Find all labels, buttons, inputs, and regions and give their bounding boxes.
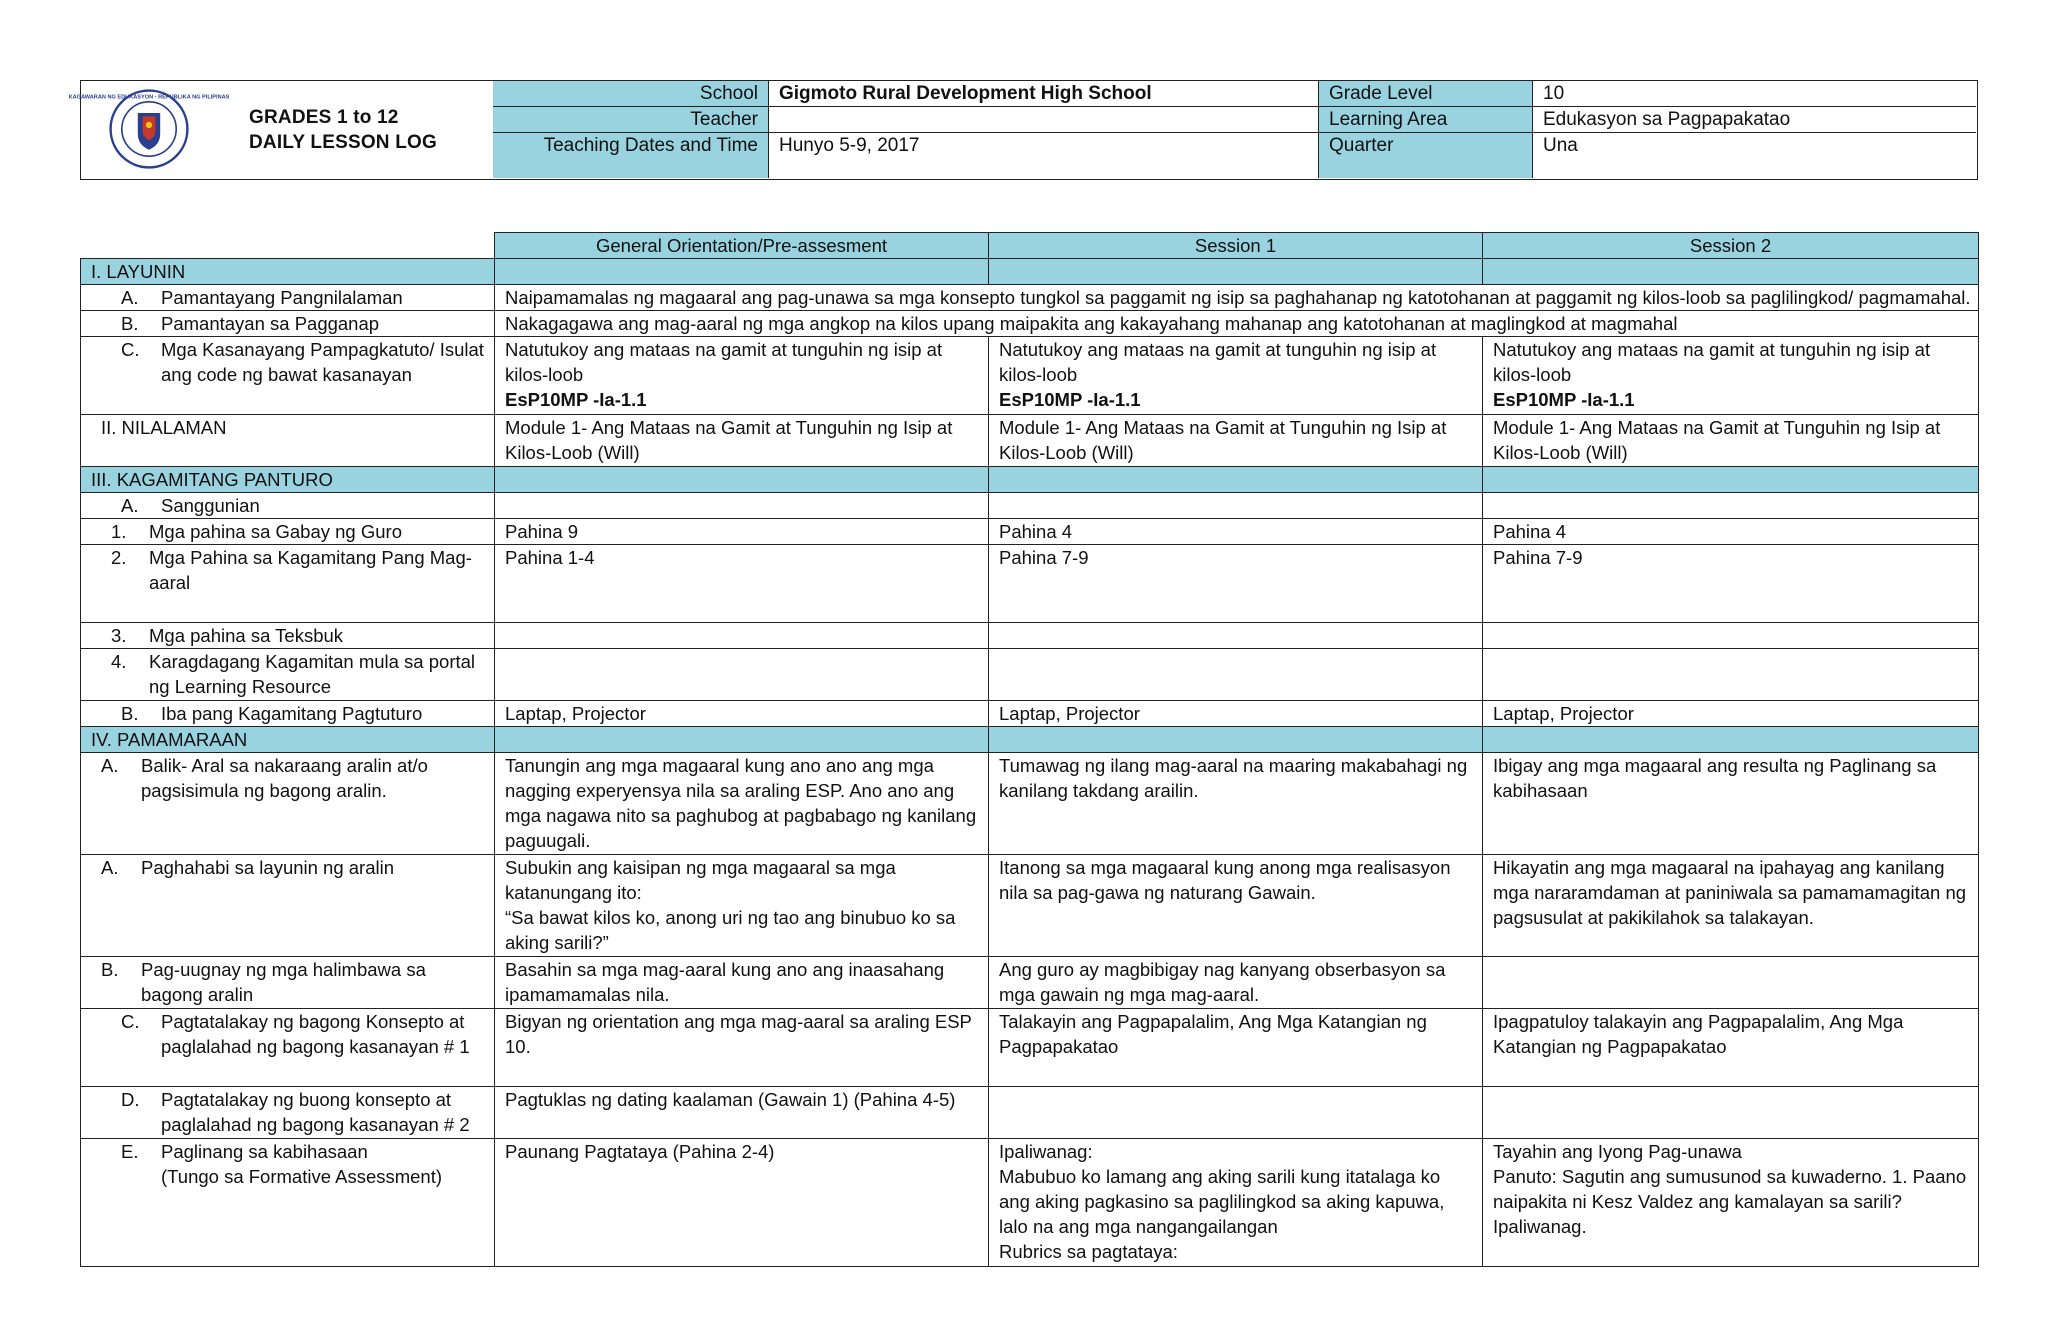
deped-seal-icon bbox=[68, 89, 230, 169]
row-label: 3. Mga pahina sa Teksbuk bbox=[81, 623, 495, 649]
competency-code: EsP10MP -Ia-1.1 bbox=[505, 389, 647, 410]
form-title-line2: DAILY LESSON LOG bbox=[249, 132, 437, 153]
cell: Tumawag ng ilang mag-aaral na maaring makabahagi ng kanilang takdang arailin. bbox=[989, 753, 1483, 855]
row-paglinang bbox=[81, 1139, 1979, 1267]
teacher-value bbox=[769, 107, 1319, 133]
cell: Basahin sa mga mag-aaral kung ano ang inaasahang ipamamamalas nila. bbox=[495, 957, 989, 1009]
cell: Module 1- Ang Mataas na Gamit at Tunguhin ng Isip at Kilos-Loob (Will) bbox=[1483, 415, 1979, 467]
grade-level-label: Grade Level bbox=[1319, 81, 1533, 107]
row-value: Naipamamalas ng magaaral ang pag-unawa sa mga konsepto tungkol sa paggamit ng isip sa paghahanap ng katotohanan at paggamit ng kilos-loob sa paglilingkod/ pagmamahal. bbox=[495, 285, 1979, 311]
cell: Bigyan ng orientation ang mga mag-aaral sa araling ESP 10. bbox=[495, 1009, 989, 1087]
row-label: B. Pag-uugnay ng mga halimbawa sa bagong aralin bbox=[81, 957, 495, 1009]
row-label: E. Paglinang sa kabihasaan (Tungo sa Formative Assessment) bbox=[81, 1139, 495, 1267]
dates-value: Hunyo 5-9, 2017 bbox=[769, 133, 1319, 178]
cell: Laptap, Projector bbox=[495, 701, 989, 727]
row-kasanayan bbox=[81, 337, 1979, 415]
cell: Paunang Pagtataya (Pahina 2-4) bbox=[495, 1139, 989, 1267]
lesson-log-table bbox=[80, 232, 1979, 1267]
row-label: B. Iba pang Kagamitang Pagtuturo bbox=[81, 701, 495, 727]
row-label: A. Sanggunian bbox=[81, 493, 495, 519]
row-label: 1. Mga pahina sa Gabay ng Guro bbox=[81, 519, 495, 545]
blank-corner bbox=[81, 233, 495, 259]
teacher-label: Teacher bbox=[493, 107, 769, 133]
row-balik-aral bbox=[81, 753, 1979, 855]
column-header-row bbox=[81, 233, 1979, 259]
cell: Ipagpatuloy talakayin ang Pagpapalalim, Ang Mga Katangian ng Pagpapakatao bbox=[1483, 1009, 1979, 1087]
col-header-session1: Session 1 bbox=[989, 233, 1483, 259]
cell: Pahina 4 bbox=[989, 519, 1483, 545]
row-label: C. Pagtatalakay ng bagong Konsepto at paglalahad ng bagong kasanayan # 1 bbox=[81, 1009, 495, 1087]
quarter-value: Una bbox=[1543, 135, 1578, 156]
cell: Pahina 1-4 bbox=[495, 545, 989, 623]
row-value: Nakagagawa ang mag-aaral ng mga angkop na kilos upang maipakita ang kakayahang mahanap ang katotohanan at maglingkod at magmahal bbox=[495, 311, 1979, 337]
cell: Tanungin ang mga magaaral kung ano ano ang mga nagging experyensya nila sa araling ESP. Ano ano ang mga nagawa nito sa paghubog at pagbabago ng kanilang paguugali. bbox=[495, 753, 989, 855]
school-label: School bbox=[493, 81, 769, 107]
cell: Hikayatin ang mga magaaral na ipahayag ang kanilang mga nararamdaman at paniniwala sa pamamamagitan ng pagsusulat at pakikilahok sa talakayan. bbox=[1483, 855, 1979, 957]
row-gabay-guro bbox=[81, 519, 1979, 545]
cell: Itanong sa mga magaaral kung anong mga realisasyon nila sa pag-gawa ng naturang Gawain. bbox=[989, 855, 1483, 957]
cell bbox=[1483, 1087, 1979, 1139]
school-value: Gigmoto Rural Development High School bbox=[769, 81, 1319, 107]
row-label: 4. Karagdagang Kagamitan mula sa portal ng Learning Resource bbox=[81, 649, 495, 701]
logo-cell bbox=[68, 81, 494, 178]
form-title-line1: GRADES 1 to 12 bbox=[249, 107, 399, 128]
row-teksbuk bbox=[81, 623, 1979, 649]
row-label: II. NILALAMAN bbox=[81, 415, 495, 467]
cell: Natutukoy ang mataas na gamit at tunguhin ng isip at kilos-loob EsP10MP -Ia-1.1 bbox=[495, 337, 989, 415]
section-kagamitan bbox=[81, 467, 1979, 493]
cell: Laptap, Projector bbox=[1483, 701, 1979, 727]
row-iba-pang-kagamitan bbox=[81, 701, 1979, 727]
cell: Module 1- Ang Mataas na Gamit at Tunguhin ng Isip at Kilos-Loob (Will) bbox=[495, 415, 989, 467]
cell: Natutukoy ang mataas na gamit at tunguhin ng isip at kilos-loob EsP10MP -Ia-1.1 bbox=[1483, 337, 1979, 415]
col-header-session2: Session 2 bbox=[1483, 233, 1979, 259]
section-label: I. LAYUNIN bbox=[81, 259, 495, 285]
cell bbox=[1483, 957, 1979, 1009]
learning-area-label: Learning Area bbox=[1319, 107, 1533, 133]
row-karagdagang-kagamitan bbox=[81, 649, 1979, 701]
competency-code: EsP10MP -Ia-1.1 bbox=[1493, 389, 1635, 410]
cell: Tayahin ang Iyong Pag-unawa Panuto: Sagutin ang sumusunod sa kuwaderno. 1. Paano naipakita ni Kesz Valdez ang kamalayan sa sarili? Ipaliwanag. bbox=[1483, 1139, 1979, 1267]
cell bbox=[989, 1087, 1483, 1139]
col-header-orientation: General Orientation/Pre-assesment bbox=[495, 233, 989, 259]
row-sanggunian bbox=[81, 493, 1979, 519]
row-pamantayang-pangnilalaman bbox=[81, 285, 1979, 311]
row-label: D. Pagtatalakay ng buong konsepto at paglalahad ng bagong kasanayan # 2 bbox=[81, 1087, 495, 1139]
cell: Pagtuklas ng dating kaalaman (Gawain 1) (Pahina 4-5) bbox=[495, 1087, 989, 1139]
cell: Pahina 4 bbox=[1483, 519, 1979, 545]
section-pamamaraan bbox=[81, 727, 1979, 753]
header-table bbox=[68, 80, 1978, 180]
row-pagtatalakay-2 bbox=[81, 1087, 1979, 1139]
section-label: III. KAGAMITANG PANTURO bbox=[81, 467, 495, 493]
row-kagamitang-mag-aaral bbox=[81, 545, 1979, 623]
quarter-label: Quarter bbox=[1319, 133, 1533, 178]
section-label: IV. PAMAMARAAN bbox=[81, 727, 495, 753]
grade-level-value: 10 bbox=[1533, 81, 1976, 107]
dates-label: Teaching Dates and Time bbox=[493, 133, 769, 178]
row-label: A. Balik- Aral sa nakaraang aralin at/o pagsisimula ng bagong aralin. bbox=[81, 753, 495, 855]
cell: Laptap, Projector bbox=[989, 701, 1483, 727]
row-label: C. Mga Kasanayang Pampagkatuto/ Isulat ang code ng bawat kasanayan bbox=[81, 337, 495, 415]
cell: Module 1- Ang Mataas na Gamit at Tunguhin ng Isip at Kilos-Loob (Will) bbox=[989, 415, 1483, 467]
row-paghahabi bbox=[81, 855, 1979, 957]
row-label: 2. Mga Pahina sa Kagamitang Pang Mag-aaral bbox=[81, 545, 495, 623]
cell: Pahina 9 bbox=[495, 519, 989, 545]
cell: Talakayin ang Pagpapalalim, Ang Mga Katangian ng Pagpapakatao bbox=[989, 1009, 1483, 1087]
row-pag-uugnay bbox=[81, 957, 1979, 1009]
cell: Ang guro ay magbibigay nag kanyang obserbasyon sa mga gawain ng mga mag-aaral. bbox=[989, 957, 1483, 1009]
cell: Ibigay ang mga magaaral ang resulta ng Paglinang sa kabihasaan bbox=[1483, 753, 1979, 855]
cell: Ipaliwanag: Mabubuo ko lamang ang aking sarili kung itatalaga ko ang aking pagkasino sa paglilingkod sa aking kapuwa, lalo na ang mga nangangailangan Rubrics sa pagtataya: bbox=[989, 1139, 1483, 1267]
section-layunin bbox=[81, 259, 1979, 285]
competency-code: EsP10MP -Ia-1.1 bbox=[999, 389, 1141, 410]
row-nilalaman bbox=[81, 415, 1979, 467]
seal-lettering: KAGAWARAN NG EDUKASYON · REPUBLIKA NG PILIPINAS bbox=[68, 94, 230, 101]
cell: Pahina 7-9 bbox=[1483, 545, 1979, 623]
cell: Subukin ang kaisipan ng mga magaaral sa mga katanungang ito: “Sa bawat kilos ko, anong uri ng tao ang binubuo ko sa aking sarili?” bbox=[495, 855, 989, 957]
cell: Pahina 7-9 bbox=[989, 545, 1483, 623]
row-label: A. Paghahabi sa layunin ng aralin bbox=[81, 855, 495, 957]
learning-area-value: Edukasyon sa Pagpapakatao bbox=[1533, 107, 1976, 133]
cell: Natutukoy ang mataas na gamit at tunguhin ng isip at kilos-loob EsP10MP -Ia-1.1 bbox=[989, 337, 1483, 415]
row-label: A. Pamantayang Pangnilalaman bbox=[81, 285, 495, 311]
row-pamantayan-pagganap bbox=[81, 311, 1979, 337]
row-pagtatalakay-1 bbox=[81, 1009, 1979, 1087]
row-label: B. Pamantayan sa Pagganap bbox=[81, 311, 495, 337]
